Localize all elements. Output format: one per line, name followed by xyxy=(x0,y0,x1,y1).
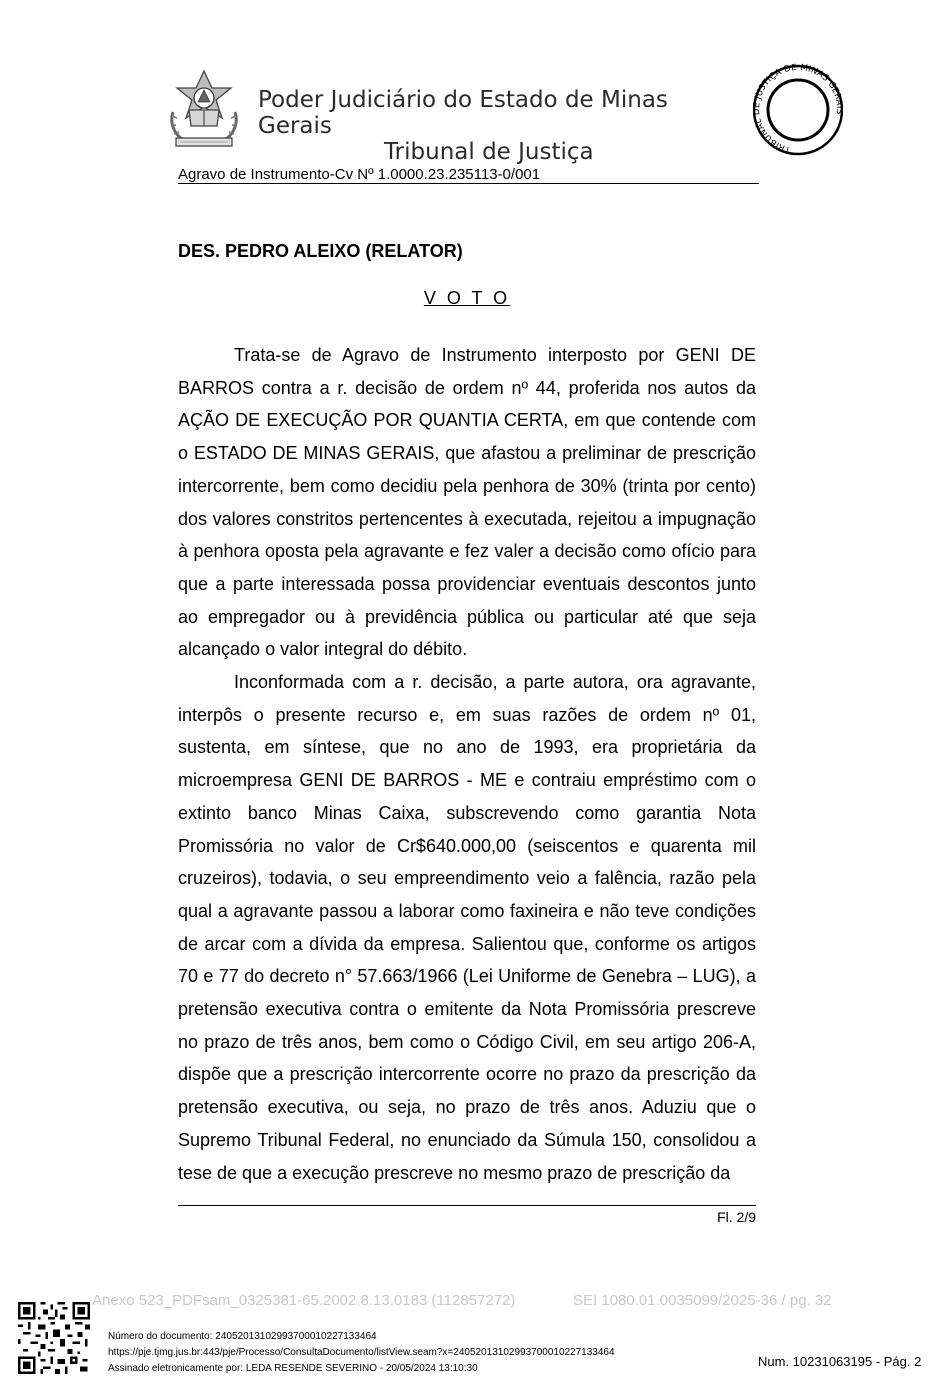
qr-code xyxy=(18,1302,90,1374)
num-page-label: Num. 10231063195 - Pág. 2 xyxy=(758,1354,922,1369)
court-crest-logo xyxy=(165,68,243,154)
document-number: Número do documento: 24052013102993700010227133464 xyxy=(108,1331,377,1342)
court-name-heading xyxy=(258,87,718,165)
case-reference: Agravo de Instrumento-Cv Nº 1.0000.23.235113-0/001 xyxy=(178,166,541,183)
rapporteur-heading: DES. PEDRO ALEIXO (RELATOR) xyxy=(178,241,463,261)
paragraph-2: Inconformada com a r. decisão, a parte autora, ora agravante, interpôs o presente recurso e, em suas razões de ordem nº 01, sustenta, em síntese, que no ano de 1993, era proprietária da microempresa GENI DE BARROS - ME e contraiu empréstimo com o extinto banco Minas Caixa, subscrevendo como garantia Nota Promissória no valor de Cr$640.000,00 (seiscentos e quarenta mil cruzeiros), todavia, o seu empreendimento veio a falência, razão pela qual a agravante passou a laborar como faxineira e não teve condições de arcar com a dívida da empresa. Salientou que, conforme os artigos 70 e 77 do decreto n° 57.663/1966 (Lei Uniforme de Genebra – LUG), a pretensão executiva contra o emitente da Nota Promissória prescreve no prazo de três anos, bem como o Código Civil, em seu artigo 206-A, dispõe que a prescrição intercorrente ocorre no prazo da prescrição da pretensão executiva, ou seja, no prazo de três anos. Aduziu que o Supremo Tribunal Federal, no enunciado da Súmula 150, consolidou a tese de que a execução prescreve no mesmo prazo de prescrição da xyxy=(178,672,756,1183)
court-name-line2: Tribunal de Justiça xyxy=(384,139,594,165)
vote-body xyxy=(178,339,756,1189)
vote-title: V O T O xyxy=(423,288,511,308)
annex-watermark: Anexo 523_PDFsam_0325381-65.2002.8.13.0183 (112857272) xyxy=(92,1292,516,1309)
header-divider xyxy=(178,183,759,184)
court-name-line1: Poder Judiciário do Estado de Minas Gerais xyxy=(258,87,668,139)
svg-text:TRIBUNAL DE JUSTIÇA DE MINAS G: TRIBUNAL E JUSTIÇA DE MINAS GERA xyxy=(753,62,843,155)
page-folio: Fl. 2/9 xyxy=(717,1209,756,1225)
footer-divider xyxy=(178,1205,756,1206)
electronic-signature: Assinado eletronicamente por: LEDA RESENDE SEVERINO - 20/05/2024 13:10:30 xyxy=(108,1363,478,1374)
paragraph-1: Trata-se de Agravo de Instrumento interposto por GENI DE BARROS contra a r. decisão de ordem nº 44, proferida nos autos da AÇÃO DE EXECUÇÃO POR QUANTIA CERTA, em que contende com o ESTADO DE MINAS GERAIS, que afastou a preliminar de prescrição intercorrente, bem como decidiu pela penhora de 30% (trinta por cento) dos valores constritos pertencentes à executada, rejeitou a impugnação à penhora oposta pela agravante e fez valer a decisão como ofício para que a parte interessada possa providenciar eventuais descontos junto ao empregador ou à previdência pública ou particular até que seja alcançado o valor integral do débito. xyxy=(178,345,756,660)
document-url: https://pje.tjmg.jus.br:443/pje/Processo/ConsultaDocumento/listView.seam?x=24052013102993700010227133464 xyxy=(108,1347,615,1358)
sei-watermark: SEI 1080.01.0035099/2025-36 / pg. 32 xyxy=(573,1292,832,1309)
tribunal-seal-stamp xyxy=(753,62,843,158)
